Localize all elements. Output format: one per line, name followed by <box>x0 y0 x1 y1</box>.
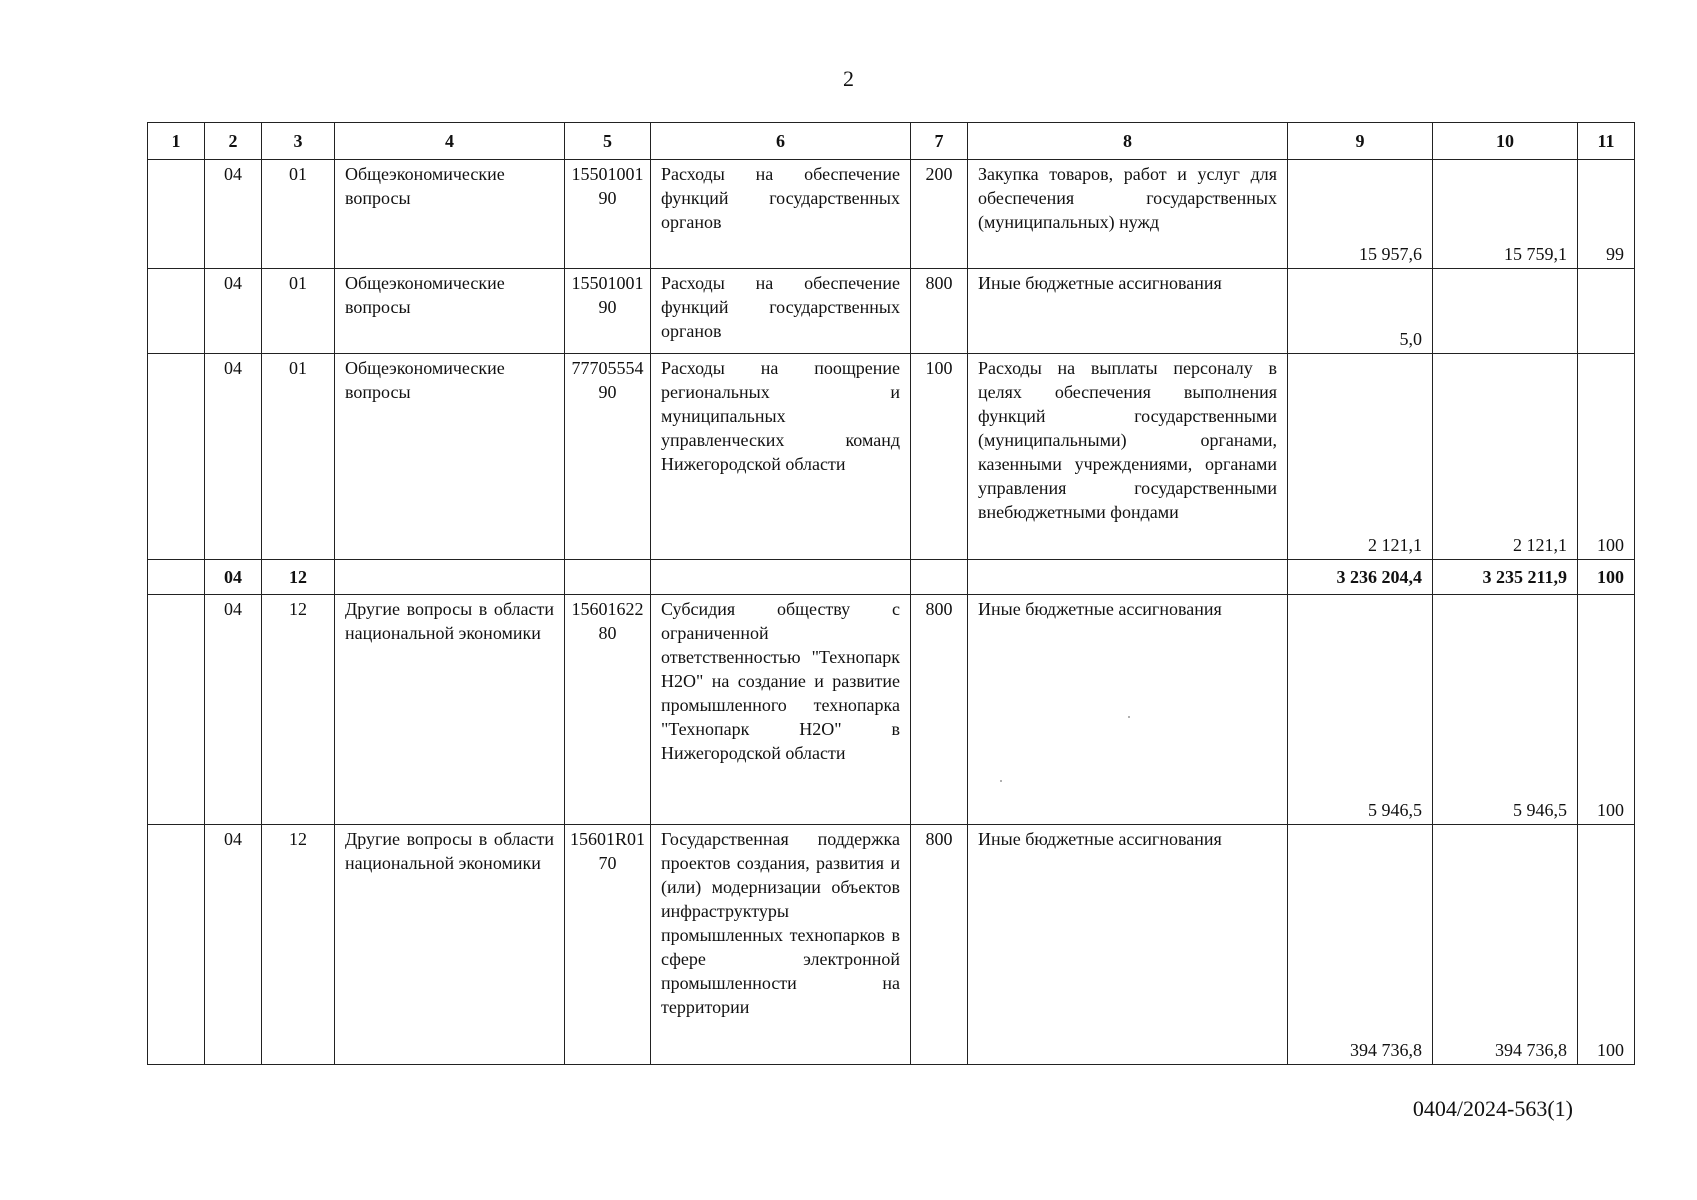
cell-executed <box>1433 269 1578 354</box>
cell-percent: 100 <box>1578 560 1635 595</box>
cell-col1 <box>148 595 205 825</box>
cell-planned: 2 121,1 <box>1288 354 1433 560</box>
cell-section-name: Общеэкономические вопросы <box>335 160 565 269</box>
cell-target-name <box>651 560 911 595</box>
cell-target-code <box>565 560 651 595</box>
cell-target-name: Государственная поддержка проектов создания, развития и (или) модернизации объектов инфраструктуры промышленных технопарков в сфере электронной промышленности на территории <box>651 825 911 1065</box>
cell-subsection: 01 <box>262 269 335 354</box>
subtotal-row <box>148 560 1635 595</box>
column-header: 10 <box>1433 123 1578 160</box>
cell-expense-name: Расходы на выплаты персоналу в целях обеспечения выполнения функций государственными (муниципальными) органами, казенными учреждениями, органами управления государственными внебюджетными фондами <box>968 354 1288 560</box>
cell-section-name: Общеэкономические вопросы <box>335 269 565 354</box>
table-header-row <box>148 123 1635 160</box>
column-header: 3 <box>262 123 335 160</box>
cell-planned: 3 236 204,4 <box>1288 560 1433 595</box>
cell-executed: 15 759,1 <box>1433 160 1578 269</box>
cell-col1 <box>148 160 205 269</box>
cell-col1 <box>148 560 205 595</box>
column-header: 5 <box>565 123 651 160</box>
cell-percent: 100 <box>1578 354 1635 560</box>
cell-subsection: 12 <box>262 560 335 595</box>
column-header: 2 <box>205 123 262 160</box>
table-row <box>148 269 1635 354</box>
cell-section: 04 <box>205 160 262 269</box>
cell-executed: 2 121,1 <box>1433 354 1578 560</box>
scan-speck <box>1000 780 1002 782</box>
column-header: 6 <box>651 123 911 160</box>
cell-expense-type: 100 <box>911 354 968 560</box>
cell-expense-name: Иные бюджетные ассигнования <box>968 595 1288 825</box>
scan-speck <box>1128 716 1130 718</box>
cell-target-code: 1550100190 <box>565 269 651 354</box>
cell-col1 <box>148 825 205 1065</box>
cell-planned: 5 946,5 <box>1288 595 1433 825</box>
cell-col1 <box>148 354 205 560</box>
cell-target-code: 7770555490 <box>565 354 651 560</box>
table-row <box>148 595 1635 825</box>
cell-subsection: 12 <box>262 825 335 1065</box>
cell-percent: 100 <box>1578 825 1635 1065</box>
column-header: 4 <box>335 123 565 160</box>
column-header: 11 <box>1578 123 1635 160</box>
cell-target-name: Расходы на обеспечение функций государственных органов <box>651 160 911 269</box>
cell-section: 04 <box>205 595 262 825</box>
column-header: 1 <box>148 123 205 160</box>
cell-target-name: Расходы на обеспечение функций государственных органов <box>651 269 911 354</box>
cell-expense-type <box>911 560 968 595</box>
cell-expense-name: Закупка товаров, работ и услуг для обеспечения государственных (муниципальных) нужд <box>968 160 1288 269</box>
cell-executed: 5 946,5 <box>1433 595 1578 825</box>
cell-target-name: Субсидия обществу с ограниченной ответственностью "Технопарк Н2О" на создание и развитие промышленного технопарка "Технопарк Н2О" в Нижегородской области <box>651 595 911 825</box>
budget-table <box>147 122 1635 1065</box>
cell-col1 <box>148 269 205 354</box>
cell-expense-type: 800 <box>911 269 968 354</box>
cell-section-name: Другие вопросы в области национальной экономики <box>335 595 565 825</box>
cell-expense-name: Иные бюджетные ассигнования <box>968 825 1288 1065</box>
cell-expense-type: 200 <box>911 160 968 269</box>
cell-subsection: 01 <box>262 160 335 269</box>
cell-planned: 15 957,6 <box>1288 160 1433 269</box>
table-row <box>148 160 1635 269</box>
cell-target-code: 15601R0170 <box>565 825 651 1065</box>
document-id: 0404/2024-563(1) <box>1412 1096 1573 1121</box>
cell-expense-type: 800 <box>911 825 968 1065</box>
table-row <box>148 825 1635 1065</box>
cell-section: 04 <box>205 825 262 1065</box>
cell-expense-name <box>968 560 1288 595</box>
cell-planned: 394 736,8 <box>1288 825 1433 1065</box>
cell-planned: 5,0 <box>1288 269 1433 354</box>
cell-target-name: Расходы на поощрение региональных и муниципальных управленческих команд Нижегородской области <box>651 354 911 560</box>
cell-subsection: 01 <box>262 354 335 560</box>
page-number: 2 <box>843 66 854 91</box>
column-header: 8 <box>968 123 1288 160</box>
cell-section: 04 <box>205 269 262 354</box>
cell-section-name: Общеэкономические вопросы <box>335 354 565 560</box>
cell-target-code: 1550100190 <box>565 160 651 269</box>
cell-expense-name: Иные бюджетные ассигнования <box>968 269 1288 354</box>
cell-expense-type: 800 <box>911 595 968 825</box>
table-row <box>148 354 1635 560</box>
cell-percent <box>1578 269 1635 354</box>
column-header: 9 <box>1288 123 1433 160</box>
cell-section: 04 <box>205 560 262 595</box>
cell-section-name <box>335 560 565 595</box>
column-header: 7 <box>911 123 968 160</box>
cell-section-name: Другие вопросы в области национальной экономики <box>335 825 565 1065</box>
cell-executed: 394 736,8 <box>1433 825 1578 1065</box>
cell-section: 04 <box>205 354 262 560</box>
cell-subsection: 12 <box>262 595 335 825</box>
cell-percent: 99 <box>1578 160 1635 269</box>
cell-percent: 100 <box>1578 595 1635 825</box>
cell-target-code: 1560162280 <box>565 595 651 825</box>
cell-executed: 3 235 211,9 <box>1433 560 1578 595</box>
